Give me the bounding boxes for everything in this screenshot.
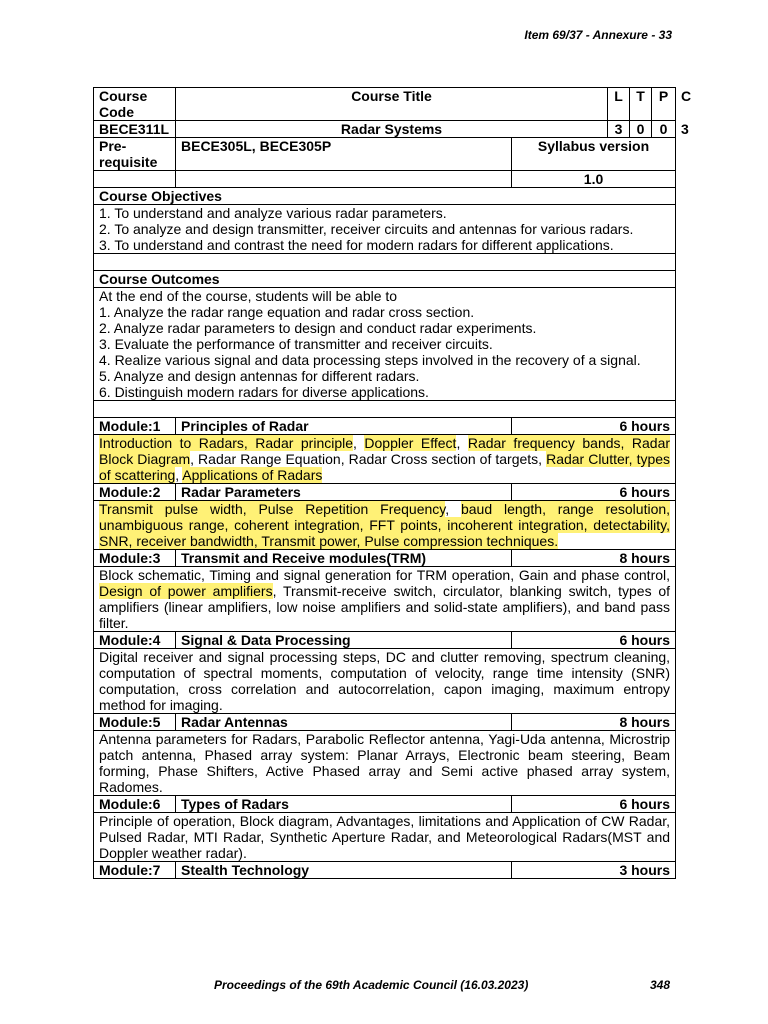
objectives-list bbox=[99, 205, 670, 253]
module-hours: 6 hours bbox=[512, 632, 676, 649]
module-content bbox=[94, 813, 676, 862]
objective-item: 1. To understand and analyze various radar parameters. bbox=[99, 205, 447, 221]
highlighted-text: Design of power amplifiers bbox=[99, 583, 273, 599]
module-content-row bbox=[94, 649, 676, 714]
module-header-row bbox=[94, 418, 676, 435]
version-row bbox=[94, 171, 676, 188]
highlighted-text: Doppler Effect bbox=[364, 435, 457, 451]
version-blank-2 bbox=[176, 171, 512, 188]
objectives-body-row bbox=[94, 205, 676, 254]
syllabus-version: 1.0 bbox=[512, 171, 676, 188]
module-content-row bbox=[94, 501, 676, 550]
module-hours: 8 hours bbox=[512, 550, 676, 567]
module-header-row bbox=[94, 714, 676, 731]
module-label: Module:7 bbox=[94, 862, 176, 879]
module-text: , bbox=[456, 435, 468, 451]
module-text: , Transmit-receive switch, circulator, blanking switch, types of amplifiers (linear amplifiers, low noise amplifiers and solid-state amplifiers), and band pass filter. bbox=[99, 583, 671, 631]
outcomes-heading-row bbox=[94, 271, 676, 288]
outcome-item: 6. Distinguish modern radars for diverse applications. bbox=[99, 384, 429, 400]
outcome-item: 4. Realize various signal and data processing steps involved in the recovery of a signal. bbox=[99, 352, 641, 368]
module-content-row bbox=[94, 567, 676, 632]
course-title-label: Course Title bbox=[176, 88, 608, 121]
t-value: 0 bbox=[630, 121, 652, 138]
module-text: , Radar Range Equation, Radar Cross section of targets, bbox=[190, 451, 547, 467]
l-label: L bbox=[608, 88, 630, 121]
module-header-row bbox=[94, 632, 676, 649]
course-title: Radar Systems bbox=[176, 121, 608, 138]
outcome-item: 3. Evaluate the performance of transmitter and receiver circuits. bbox=[99, 336, 493, 352]
module-text: , bbox=[445, 501, 461, 517]
module-hours: 6 hours bbox=[512, 484, 676, 501]
module-title: Signal & Data Processing bbox=[176, 632, 512, 649]
objective-item: 2. To analyze and design transmitter, receiver circuits and antennas for various radars. bbox=[99, 221, 634, 237]
module-text: Antenna parameters for Radars, Parabolic Reflector antenna, Yagi-Uda antenna, Microstrip patch antenna, Phased array system: Planar Arrays, Electronic beam steering, Beam forming, Phase Shifters, Active Phased array and Semi active phased array system, Radomes. bbox=[99, 731, 671, 795]
document-header-note: Item 69/37 - Annexure - 33 bbox=[524, 28, 672, 42]
prereq-value: BECE305L, BECE305P bbox=[176, 138, 512, 171]
outcomes-heading: Course Outcomes bbox=[94, 271, 676, 288]
module-hours: 6 hours bbox=[512, 418, 676, 435]
objectives-heading-row bbox=[94, 188, 676, 205]
outcomes-body bbox=[94, 288, 676, 401]
objectives-body bbox=[94, 205, 676, 254]
module-text: Principle of operation, Block diagram, Advantages, limitations and Application of CW Radar, Pulsed Radar, MTI Radar, Synthetic Aperture Radar, and Meteorological Radars(MST and Doppler weather radar). bbox=[99, 813, 671, 861]
module-header-row bbox=[94, 796, 676, 813]
syllabus-version-label: Syllabus version bbox=[512, 138, 676, 171]
version-blank-1 bbox=[94, 171, 176, 188]
outcomes-body-row bbox=[94, 288, 676, 401]
module-label: Module:5 bbox=[94, 714, 176, 731]
module-hours: 3 hours bbox=[512, 862, 676, 879]
footer-page-number: 348 bbox=[650, 978, 671, 992]
syllabus-table bbox=[93, 87, 692, 879]
l-value: 3 bbox=[608, 121, 630, 138]
highlighted-text: Radar Clutter, types of scattering bbox=[99, 451, 671, 483]
outcome-item: 2. Analyze radar parameters to design and conduct radar experiments. bbox=[99, 320, 537, 336]
module-label: Module:4 bbox=[94, 632, 176, 649]
highlighted-text: Introduction to Radars, Radar principle bbox=[99, 435, 354, 451]
module-header-row bbox=[94, 862, 676, 879]
p-label: P bbox=[658, 88, 669, 104]
module-text: , bbox=[353, 435, 365, 451]
p-c-label bbox=[652, 88, 676, 121]
module-label: Module:2 bbox=[94, 484, 176, 501]
course-header-row bbox=[94, 88, 676, 121]
blank-cell bbox=[94, 254, 676, 271]
highlighted-text: baud length, range resolution, unambiguous range, coherent integration, FFT points, incoherent integration, detectability, SNR, receiver bandwidth, Transmit power, Pulse compression techniques. bbox=[99, 501, 671, 549]
module-header-row bbox=[94, 550, 676, 567]
highlighted-text: Radar frequency bands, Radar Block Diagram bbox=[99, 435, 671, 467]
module-content bbox=[94, 649, 676, 714]
prereq-label: Pre-requisite bbox=[94, 138, 176, 171]
outcomes-list bbox=[99, 304, 670, 400]
module-content bbox=[94, 731, 676, 796]
module-title: Types of Radars bbox=[176, 796, 512, 813]
outcome-item: 5. Analyze and design antennas for different radars. bbox=[99, 368, 420, 384]
module-label: Module:6 bbox=[94, 796, 176, 813]
module-header-row bbox=[94, 484, 676, 501]
footer-proceedings: Proceedings of the 69th Academic Council (16.03.2023) bbox=[214, 978, 529, 992]
outcome-item: 1. Analyze the radar range equation and radar cross section. bbox=[99, 304, 475, 320]
module-title: Transmit and Receive modules(TRM) bbox=[176, 550, 512, 567]
module-title: Principles of Radar bbox=[176, 418, 512, 435]
modules-section bbox=[94, 418, 676, 879]
module-content-row bbox=[94, 813, 676, 862]
course-code-label: Course Code bbox=[94, 88, 176, 121]
module-text: Digital receiver and signal processing steps, DC and clutter removing, spectrum cleaning, computation of spectral moments, computation of velocity, range time intensity (SNR) computation, cross correlation and autocorrelation, capon imaging, maximum entropy method for imaging. bbox=[99, 649, 671, 713]
module-label: Module:1 bbox=[94, 418, 176, 435]
module-title: Radar Antennas bbox=[176, 714, 512, 731]
module-hours: 8 hours bbox=[512, 714, 676, 731]
course-code: BECE311L bbox=[94, 121, 176, 138]
blank-row bbox=[94, 254, 676, 271]
module-hours: 6 hours bbox=[512, 796, 676, 813]
t-label: T bbox=[630, 88, 652, 121]
module-label: Module:3 bbox=[94, 550, 176, 567]
objectives-heading: Course Objectives bbox=[94, 188, 676, 205]
course-info-row: BECE311L Radar Systems 3 0 0 3 bbox=[94, 121, 676, 138]
prereq-row bbox=[94, 138, 676, 171]
highlighted-text: Applications of Radars bbox=[182, 467, 323, 483]
module-content-row bbox=[94, 731, 676, 796]
module-text: Block schematic, Timing and signal generation for TRM operation, Gain and phase control, bbox=[99, 567, 671, 583]
module-content bbox=[94, 501, 676, 550]
objective-item: 3. To understand and contrast the need for modern radars for different applications. bbox=[99, 237, 614, 253]
blank-cell bbox=[94, 401, 676, 418]
module-content bbox=[94, 567, 676, 632]
blank-row bbox=[94, 401, 676, 418]
highlighted-text: Transmit pulse width, Pulse Repetition Frequency bbox=[99, 501, 446, 517]
c-label: C bbox=[681, 88, 692, 104]
p-value: 0 bbox=[652, 121, 676, 138]
module-content-row bbox=[94, 435, 676, 484]
module-content bbox=[94, 435, 676, 484]
outcomes-intro: At the end of the course, students will be able to bbox=[99, 288, 398, 304]
module-text: , bbox=[175, 467, 183, 483]
module-title: Radar Parameters bbox=[176, 484, 512, 501]
module-title: Stealth Technology bbox=[176, 862, 512, 879]
